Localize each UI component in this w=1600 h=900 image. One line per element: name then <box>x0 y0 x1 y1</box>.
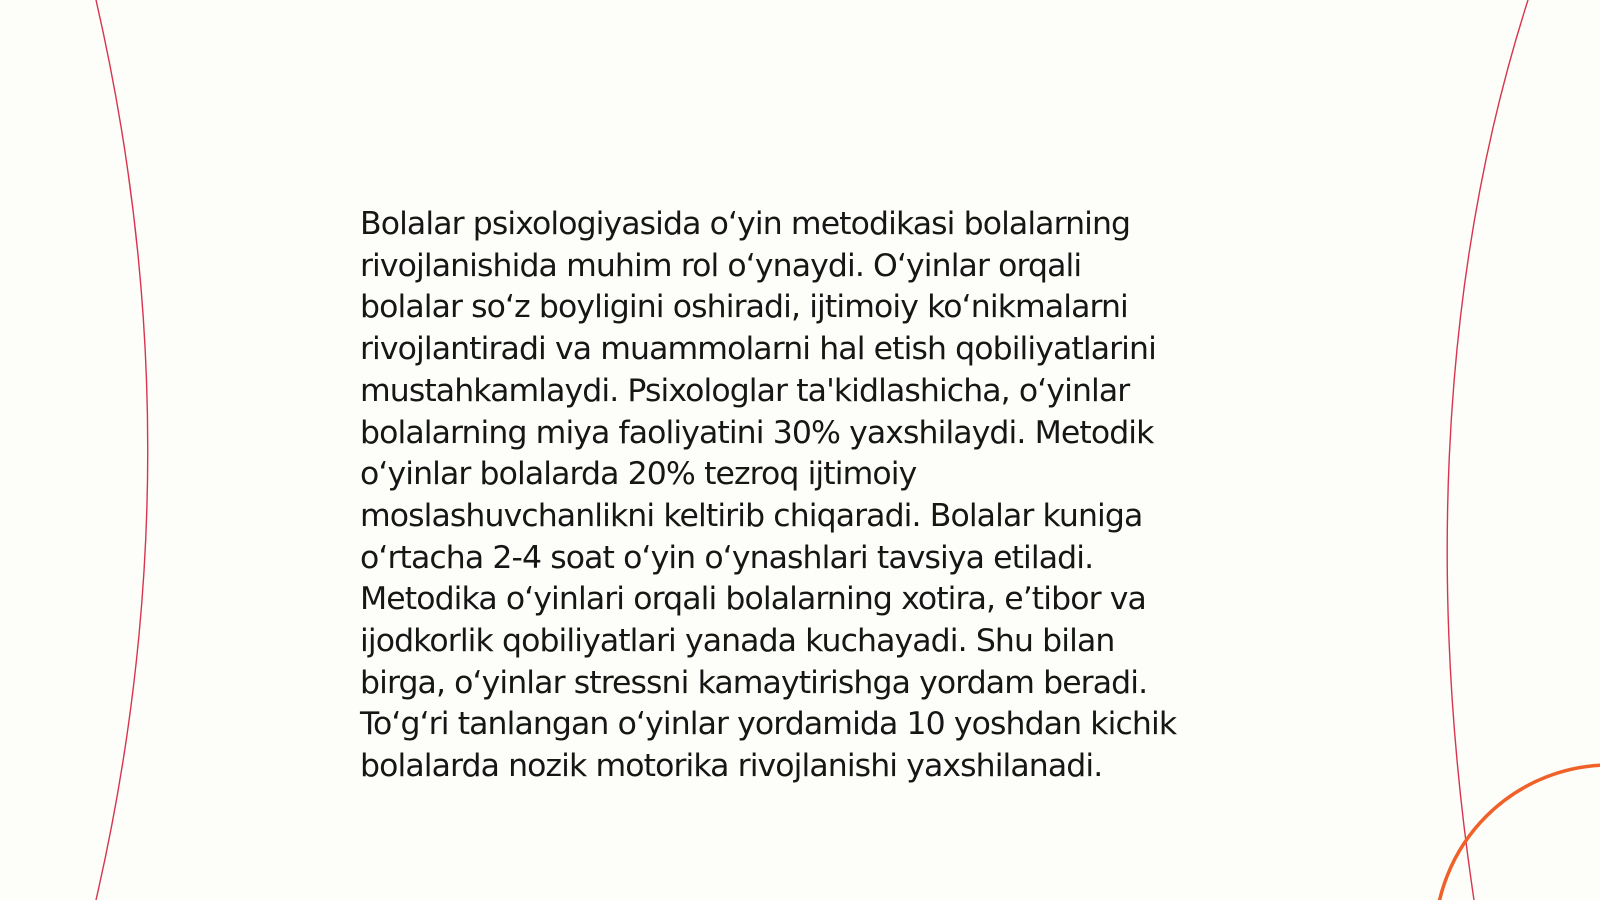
right-curve <box>1447 0 1528 900</box>
body-line: Metodika o‘yinlari orqali bolalarning xotira, e’tibor va <box>360 581 1146 618</box>
body-line: o‘yinlar bolalarda 20% tezroq ijtimoiy <box>360 456 917 493</box>
body-line: rivojlanishida muhim rol o‘ynaydi. O‘yinlar orqali <box>360 247 1082 284</box>
body-line: Bolalar psixologiyasida o‘yin metodikasi bolalarning <box>360 206 1131 242</box>
body-line: mustahkamlaydi. Psixologlar ta'kidlashicha, o‘yinlar <box>360 372 1130 409</box>
body-line: bolalarning miya faoliyatini 30% yaxshilaydi. Metodik <box>360 414 1154 451</box>
body-line: ijodkorlik qobiliyatlari yanada kuchayadi. Shu bilan <box>360 623 1115 660</box>
body-line: o‘rtacha 2-4 soat o‘yin o‘ynashlari tavsiya etiladi. <box>360 539 1094 576</box>
body-line: birga, o‘yinlar stressni kamaytirishga yordam beradi. <box>360 664 1148 701</box>
body-line: rivojlantiradi va muammolarni hal etish qobiliyatlarini <box>360 331 1156 368</box>
body-line: To‘g‘ri tanlangan o‘yinlar yordamida 10 yoshdan kichik <box>360 706 1177 743</box>
body-line: moslashuvchanlikni keltirib chiqaradi. Bolalar kuniga <box>360 497 1143 534</box>
body-line: bolalar so‘z boyligini oshiradi, ijtimoiy ko‘nikmalarni <box>360 289 1128 326</box>
body-line: bolalarda nozik motorika rivojlanishi yaxshilanadi. <box>360 748 1103 785</box>
body-paragraph <box>360 204 1260 788</box>
left-curve <box>96 0 148 900</box>
